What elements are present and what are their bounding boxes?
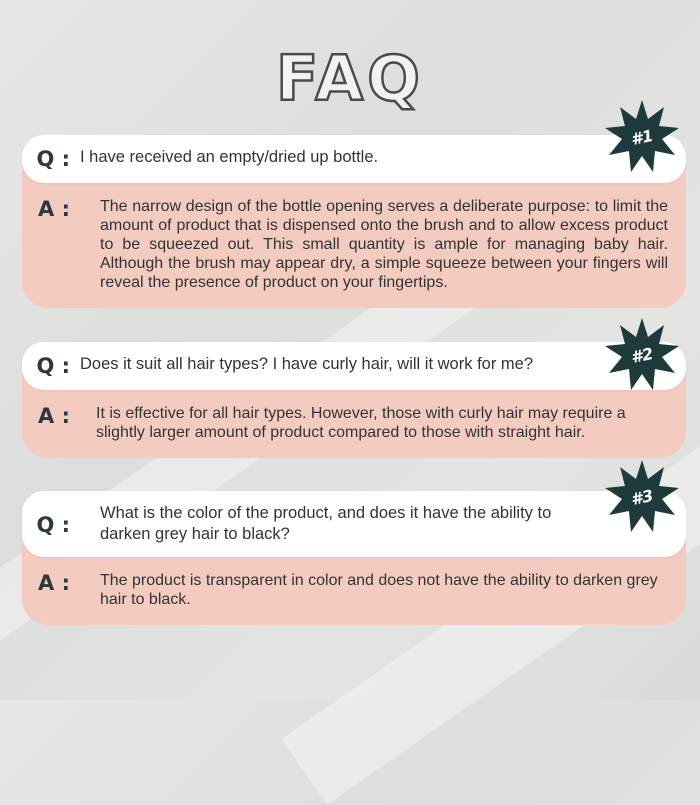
question-row xyxy=(22,135,686,183)
answer-box xyxy=(22,161,686,308)
answer-text: The narrow design of the bottle opening serves a deliberate purpose: to limit the amount of product that is dispensed onto the brush and to allow excess product to be squeezed out. This small quantity is ample for managing baby hair. Although the brush may appear dry, a simple squeeze between your fingers will reveal the presence of product on your fingertips. xyxy=(100,198,668,291)
question-text: I have received an empty/dried up bottle. xyxy=(80,148,379,166)
faq-item-2 xyxy=(22,342,686,458)
number-badge-1 xyxy=(605,100,679,174)
question-row xyxy=(22,491,686,557)
answer-marker: A : xyxy=(38,571,70,595)
badge-label: #2 xyxy=(629,343,655,367)
answer-marker: A : xyxy=(38,197,70,221)
number-badge-3 xyxy=(605,460,679,534)
answer-text: It is effective for all hair types. However, those with curly hair may require a slightly larger amount of product compared to those with straight hair. xyxy=(96,405,626,441)
badge-label: #3 xyxy=(629,485,655,509)
question-text: What is the color of the product, and does it have the ability to darken grey hair to black? xyxy=(100,504,552,543)
faq-item-3 xyxy=(22,491,686,625)
page-title: FAQ xyxy=(276,42,424,115)
question-marker: Q : xyxy=(36,513,70,537)
question-row xyxy=(22,342,686,390)
answer-text: The product is transparent in color and does not have the ability to darken grey hair to black. xyxy=(100,572,658,608)
question-text: Does it suit all hair types? I have curly hair, will it work for me? xyxy=(80,355,534,373)
answer-marker: A : xyxy=(38,404,70,428)
question-marker: Q : xyxy=(36,354,70,378)
question-marker: Q : xyxy=(36,147,70,171)
badge-label: #1 xyxy=(629,125,655,149)
faq-item-1 xyxy=(22,135,686,308)
number-badge-2 xyxy=(605,318,679,392)
